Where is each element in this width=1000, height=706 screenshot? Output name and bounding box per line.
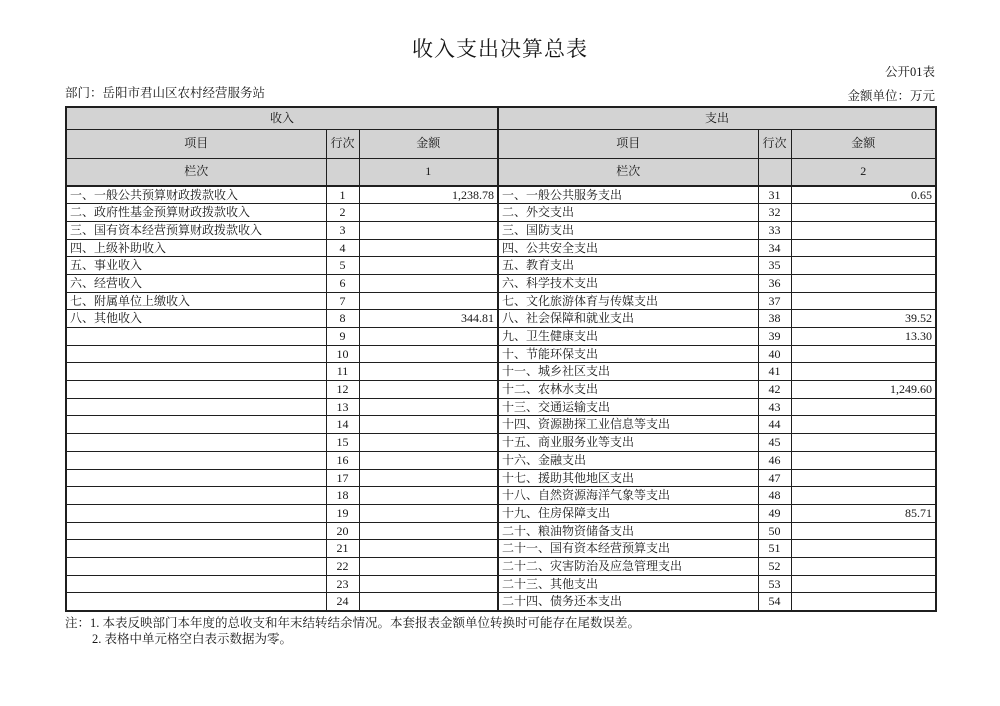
expense-line-col-header: 行次: [758, 129, 791, 158]
table-row: [66, 381, 936, 399]
expense-line-cell: 39: [758, 328, 791, 346]
income-line-cell: 19: [326, 504, 359, 522]
expense-item-cell: 十五、商业服务业等支出: [498, 434, 758, 452]
expense-item-cell: 七、文化旅游体育与传媒支出: [498, 292, 758, 310]
income-amount-cell: [359, 469, 498, 487]
expense-line-cell: 54: [758, 593, 791, 611]
expense-line-cell: 37: [758, 292, 791, 310]
income-lanci-blank: [326, 158, 359, 186]
summary-table: [65, 106, 937, 612]
expense-line-cell: 43: [758, 398, 791, 416]
expense-amount-cell: 85.71: [791, 504, 936, 522]
table-row: [66, 292, 936, 310]
table-row: [66, 575, 936, 593]
expense-item-cell: 十六、金融支出: [498, 451, 758, 469]
expense-item-cell: 三、国防支出: [498, 221, 758, 239]
table-row: [66, 451, 936, 469]
expense-line-cell: 49: [758, 504, 791, 522]
expense-item-cell: 一、一般公共服务支出: [498, 186, 758, 204]
expense-amount-cell: [791, 221, 936, 239]
income-item-cell: [66, 381, 326, 399]
expense-item-cell: 八、社会保障和就业支出: [498, 310, 758, 328]
expense-item-cell: 十四、资源勘探工业信息等支出: [498, 416, 758, 434]
table-row: [66, 593, 936, 611]
table-row: [66, 363, 936, 381]
income-amount-cell: [359, 398, 498, 416]
income-amount-cell: [359, 416, 498, 434]
expense-item-cell: 二十一、国有资本经营预算支出: [498, 540, 758, 558]
expense-amount-cell: [791, 540, 936, 558]
income-item-cell: [66, 504, 326, 522]
notes-prefix: 注：: [65, 616, 91, 630]
income-amount-cell: [359, 274, 498, 292]
table-row: [66, 398, 936, 416]
income-line-cell: 20: [326, 522, 359, 540]
income-lanci-label: 栏次: [66, 158, 326, 186]
expense-amount-cell: [791, 292, 936, 310]
income-item-cell: [66, 416, 326, 434]
expense-amount-cell: [791, 487, 936, 505]
expense-amount-cell: [791, 557, 936, 575]
income-line-cell: 24: [326, 593, 359, 611]
income-section-header: 收入: [66, 107, 498, 129]
income-amount-cell: 1,238.78: [359, 186, 498, 204]
income-line-cell: 14: [326, 416, 359, 434]
expense-line-cell: 36: [758, 274, 791, 292]
expense-line-cell: 44: [758, 416, 791, 434]
expense-line-cell: 48: [758, 487, 791, 505]
income-line-cell: 17: [326, 469, 359, 487]
expense-amount-cell: [791, 239, 936, 257]
table-row: [66, 186, 936, 204]
expense-amount-cell: [791, 522, 936, 540]
note-line-2: 2. 表格中单元格空白表示数据为零。: [92, 632, 293, 646]
income-item-cell: [66, 487, 326, 505]
income-line-col-header: 行次: [326, 129, 359, 158]
expense-amount-col-header: 金额: [791, 129, 936, 158]
income-item-cell: 五、事业收入: [66, 257, 326, 275]
expense-line-cell: 33: [758, 221, 791, 239]
income-amount-cell: [359, 204, 498, 222]
income-amount-cell: [359, 257, 498, 275]
income-line-cell: 7: [326, 292, 359, 310]
expense-item-cell: 二十三、其他支出: [498, 575, 758, 593]
table-row: [66, 557, 936, 575]
table-row: [66, 504, 936, 522]
expense-amount-cell: [791, 257, 936, 275]
expense-amount-cell: [791, 345, 936, 363]
income-item-cell: [66, 469, 326, 487]
income-amount-cell: [359, 221, 498, 239]
expense-line-cell: 46: [758, 451, 791, 469]
expense-line-cell: 52: [758, 557, 791, 575]
expense-item-cell: 二十二、灾害防治及应急管理支出: [498, 557, 758, 575]
expense-amount-cell: [791, 204, 936, 222]
income-amount-cell: [359, 504, 498, 522]
expense-lanci-blank: [758, 158, 791, 186]
income-item-cell: 一、一般公共预算财政拨款收入: [66, 186, 326, 204]
income-line-cell: 23: [326, 575, 359, 593]
income-amount-cell: [359, 557, 498, 575]
income-amount-cell: [359, 522, 498, 540]
income-line-cell: 11: [326, 363, 359, 381]
expense-item-cell: 十九、住房保障支出: [498, 504, 758, 522]
income-line-cell: 12: [326, 381, 359, 399]
income-item-cell: [66, 575, 326, 593]
expense-line-cell: 51: [758, 540, 791, 558]
income-line-cell: 6: [326, 274, 359, 292]
income-col-number: 1: [359, 158, 498, 186]
income-amount-cell: [359, 575, 498, 593]
expense-item-cell: 九、卫生健康支出: [498, 328, 758, 346]
expense-item-cell: 二十、粮油物资储备支出: [498, 522, 758, 540]
table-row: [66, 257, 936, 275]
expense-amount-cell: [791, 274, 936, 292]
income-item-cell: 四、上级补助收入: [66, 239, 326, 257]
expense-item-cell: 二十四、债务还本支出: [498, 593, 758, 611]
income-amount-cell: [359, 434, 498, 452]
income-item-cell: 七、附属单位上缴收入: [66, 292, 326, 310]
expense-line-cell: 35: [758, 257, 791, 275]
expense-line-cell: 38: [758, 310, 791, 328]
expense-item-cell: 二、外交支出: [498, 204, 758, 222]
expense-amount-cell: [791, 575, 936, 593]
table-code-label: 公开01表: [884, 65, 935, 79]
expense-line-cell: 31: [758, 186, 791, 204]
expense-col-number: 2: [791, 158, 936, 186]
income-item-cell: [66, 451, 326, 469]
expense-line-cell: 45: [758, 434, 791, 452]
income-amount-cell: [359, 363, 498, 381]
income-amount-cell: 344.81: [359, 310, 498, 328]
expense-item-cell: 十、节能环保支出: [498, 345, 758, 363]
expense-item-cell: 五、教育支出: [498, 257, 758, 275]
table-row: [66, 310, 936, 328]
income-line-cell: 13: [326, 398, 359, 416]
expense-amount-cell: [791, 593, 936, 611]
expense-amount-cell: [791, 451, 936, 469]
expense-item-cell: 十三、交通运输支出: [498, 398, 758, 416]
income-line-cell: 5: [326, 257, 359, 275]
expense-item-cell: 十八、自然资源海洋气象等支出: [498, 487, 758, 505]
expense-lanci-label: 栏次: [498, 158, 758, 186]
income-amount-cell: [359, 593, 498, 611]
table-row: [66, 221, 936, 239]
table-row: [66, 204, 936, 222]
income-amount-col-header: 金额: [359, 129, 498, 158]
table-body: [66, 186, 936, 611]
income-line-cell: 3: [326, 221, 359, 239]
expense-amount-cell: 0.65: [791, 186, 936, 204]
expense-line-cell: 42: [758, 381, 791, 399]
table-row: [66, 274, 936, 292]
income-item-cell: [66, 522, 326, 540]
table-row: [66, 540, 936, 558]
income-line-cell: 16: [326, 451, 359, 469]
income-item-cell: [66, 434, 326, 452]
income-amount-cell: [359, 292, 498, 310]
income-amount-cell: [359, 328, 498, 346]
table-header: [66, 107, 936, 186]
expense-amount-cell: 1,249.60: [791, 381, 936, 399]
expense-amount-cell: [791, 363, 936, 381]
expense-line-cell: 34: [758, 239, 791, 257]
expense-item-cell: 十二、农林水支出: [498, 381, 758, 399]
income-amount-cell: [359, 381, 498, 399]
unit-label: 金额单位：万元: [847, 89, 935, 103]
income-line-cell: 1: [326, 186, 359, 204]
expense-line-cell: 47: [758, 469, 791, 487]
expense-item-cell: 四、公共安全支出: [498, 239, 758, 257]
expense-amount-cell: 13.30: [791, 328, 936, 346]
income-amount-cell: [359, 540, 498, 558]
income-amount-cell: [359, 487, 498, 505]
department-label: 部门：岳阳市君山区农村经营服务站: [65, 86, 266, 100]
income-line-cell: 21: [326, 540, 359, 558]
income-item-cell: [66, 363, 326, 381]
income-item-cell: 八、其他收入: [66, 310, 326, 328]
expense-section-header: 支出: [498, 107, 936, 129]
expense-amount-cell: [791, 469, 936, 487]
income-item-cell: [66, 398, 326, 416]
table-row: [66, 434, 936, 452]
expense-line-cell: 50: [758, 522, 791, 540]
expense-amount-cell: [791, 398, 936, 416]
table-row: [66, 416, 936, 434]
income-item-cell: [66, 328, 326, 346]
table-row: [66, 328, 936, 346]
income-line-cell: 18: [326, 487, 359, 505]
income-item-cell: [66, 557, 326, 575]
income-amount-cell: [359, 239, 498, 257]
expense-line-cell: 32: [758, 204, 791, 222]
income-line-cell: 2: [326, 204, 359, 222]
income-line-cell: 9: [326, 328, 359, 346]
page-title: 收入支出决算总表: [412, 37, 588, 61]
footnotes: [65, 615, 945, 647]
expense-item-cell: 十一、城乡社区支出: [498, 363, 758, 381]
income-line-cell: 22: [326, 557, 359, 575]
income-item-col-header: 项目: [66, 129, 326, 158]
expense-line-cell: 40: [758, 345, 791, 363]
note-line-1: 1. 本表反映部门本年度的总收支和年末结转结余情况。本套报表金额单位转换时可能存在尾数误差。: [90, 616, 641, 630]
income-line-cell: 10: [326, 345, 359, 363]
income-item-cell: [66, 540, 326, 558]
table-row: [66, 469, 936, 487]
table-row: [66, 487, 936, 505]
income-item-cell: 六、经营收入: [66, 274, 326, 292]
income-line-cell: 15: [326, 434, 359, 452]
income-item-cell: 二、政府性基金预算财政拨款收入: [66, 204, 326, 222]
expense-item-col-header: 项目: [498, 129, 758, 158]
expense-line-cell: 53: [758, 575, 791, 593]
expense-item-cell: 六、科学技术支出: [498, 274, 758, 292]
income-item-cell: 三、国有资本经营预算财政拨款收入: [66, 221, 326, 239]
expense-amount-cell: [791, 434, 936, 452]
income-item-cell: [66, 593, 326, 611]
table-row: [66, 239, 936, 257]
expense-line-cell: 41: [758, 363, 791, 381]
income-amount-cell: [359, 345, 498, 363]
expense-amount-cell: 39.52: [791, 310, 936, 328]
table-row: [66, 522, 936, 540]
table-row: [66, 345, 936, 363]
income-amount-cell: [359, 451, 498, 469]
expense-item-cell: 十七、援助其他地区支出: [498, 469, 758, 487]
income-line-cell: 8: [326, 310, 359, 328]
income-item-cell: [66, 345, 326, 363]
expense-amount-cell: [791, 416, 936, 434]
income-line-cell: 4: [326, 239, 359, 257]
